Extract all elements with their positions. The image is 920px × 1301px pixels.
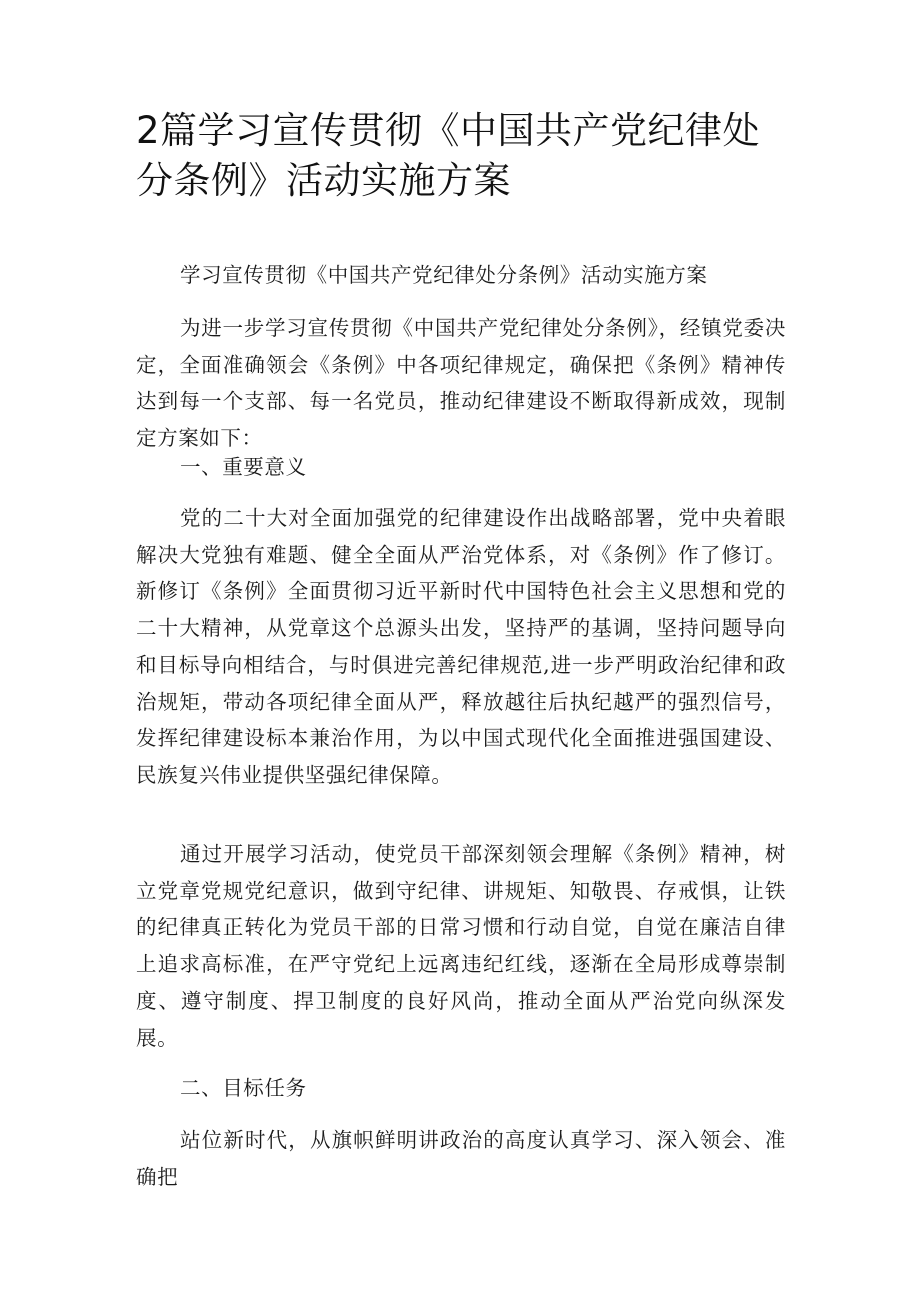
document-title: 2篇学习宣传贯彻《中国共产党纪律处分条例》活动实施方案 (136, 109, 761, 202)
goals-paragraph-1: 站位新时代，从旗帜鲜明讲政治的高度认真学习、深入领会、准确把 (136, 1128, 786, 1189)
section-heading-significance: 一、重要意义 (180, 455, 307, 479)
intro-paragraph: 为进一步学习宣传贯彻《中国共产党纪律处分条例》，经镇党委决定，全面准确领会《条例》中各项纪律规定，确保把《条例》精神传达到每一个支部、每一名党员，推动纪律建设不断取得新成效，现制定方案如下： (136, 316, 786, 451)
document-subtitle: 学习宣传贯彻《中国共产党纪律处分条例》活动实施方案 (180, 263, 708, 287)
significance-paragraph-2: 通过开展学习活动，使党员干部深刻领会理解《条例》精神，树立党章党规党纪意识，做到守纪律、讲规矩、知敬畏、存戒惧，让铁的纪律真正转化为党员干部的日常习惯和行动自觉，自觉在廉洁自律上追求高标准，在严守党纪上远离违纪红线，逐渐在全局形成尊崇制度、遵守制度、捍卫制度的良好风尚，推动全面从严治党向纵深发展。 (136, 842, 786, 1050)
significance-paragraph-1: 党的二十大对全面加强党的纪律建设作出战略部署，党中央着眼解决大党独有难题、健全全面从严治党体系，对《条例》作了修订。新修订《条例》全面贯彻习近平新时代中国特色社会主义思想和党的二十大精神，从党章这个总源头出发，坚持严的基调，坚持问题导向和目标导向相结合，与时俱进完善纪律规范,进一步严明政治纪律和政治规矩，带动各项纪律全面从严，释放越往后执纪越严的强烈信号，发挥纪律建设标本兼治作用，为以中国式现代化全面推进强国建设、民族复兴伟业提供坚强纪律保障。 (136, 506, 786, 787)
section-heading-goals: 二、目标任务 (180, 1076, 307, 1100)
